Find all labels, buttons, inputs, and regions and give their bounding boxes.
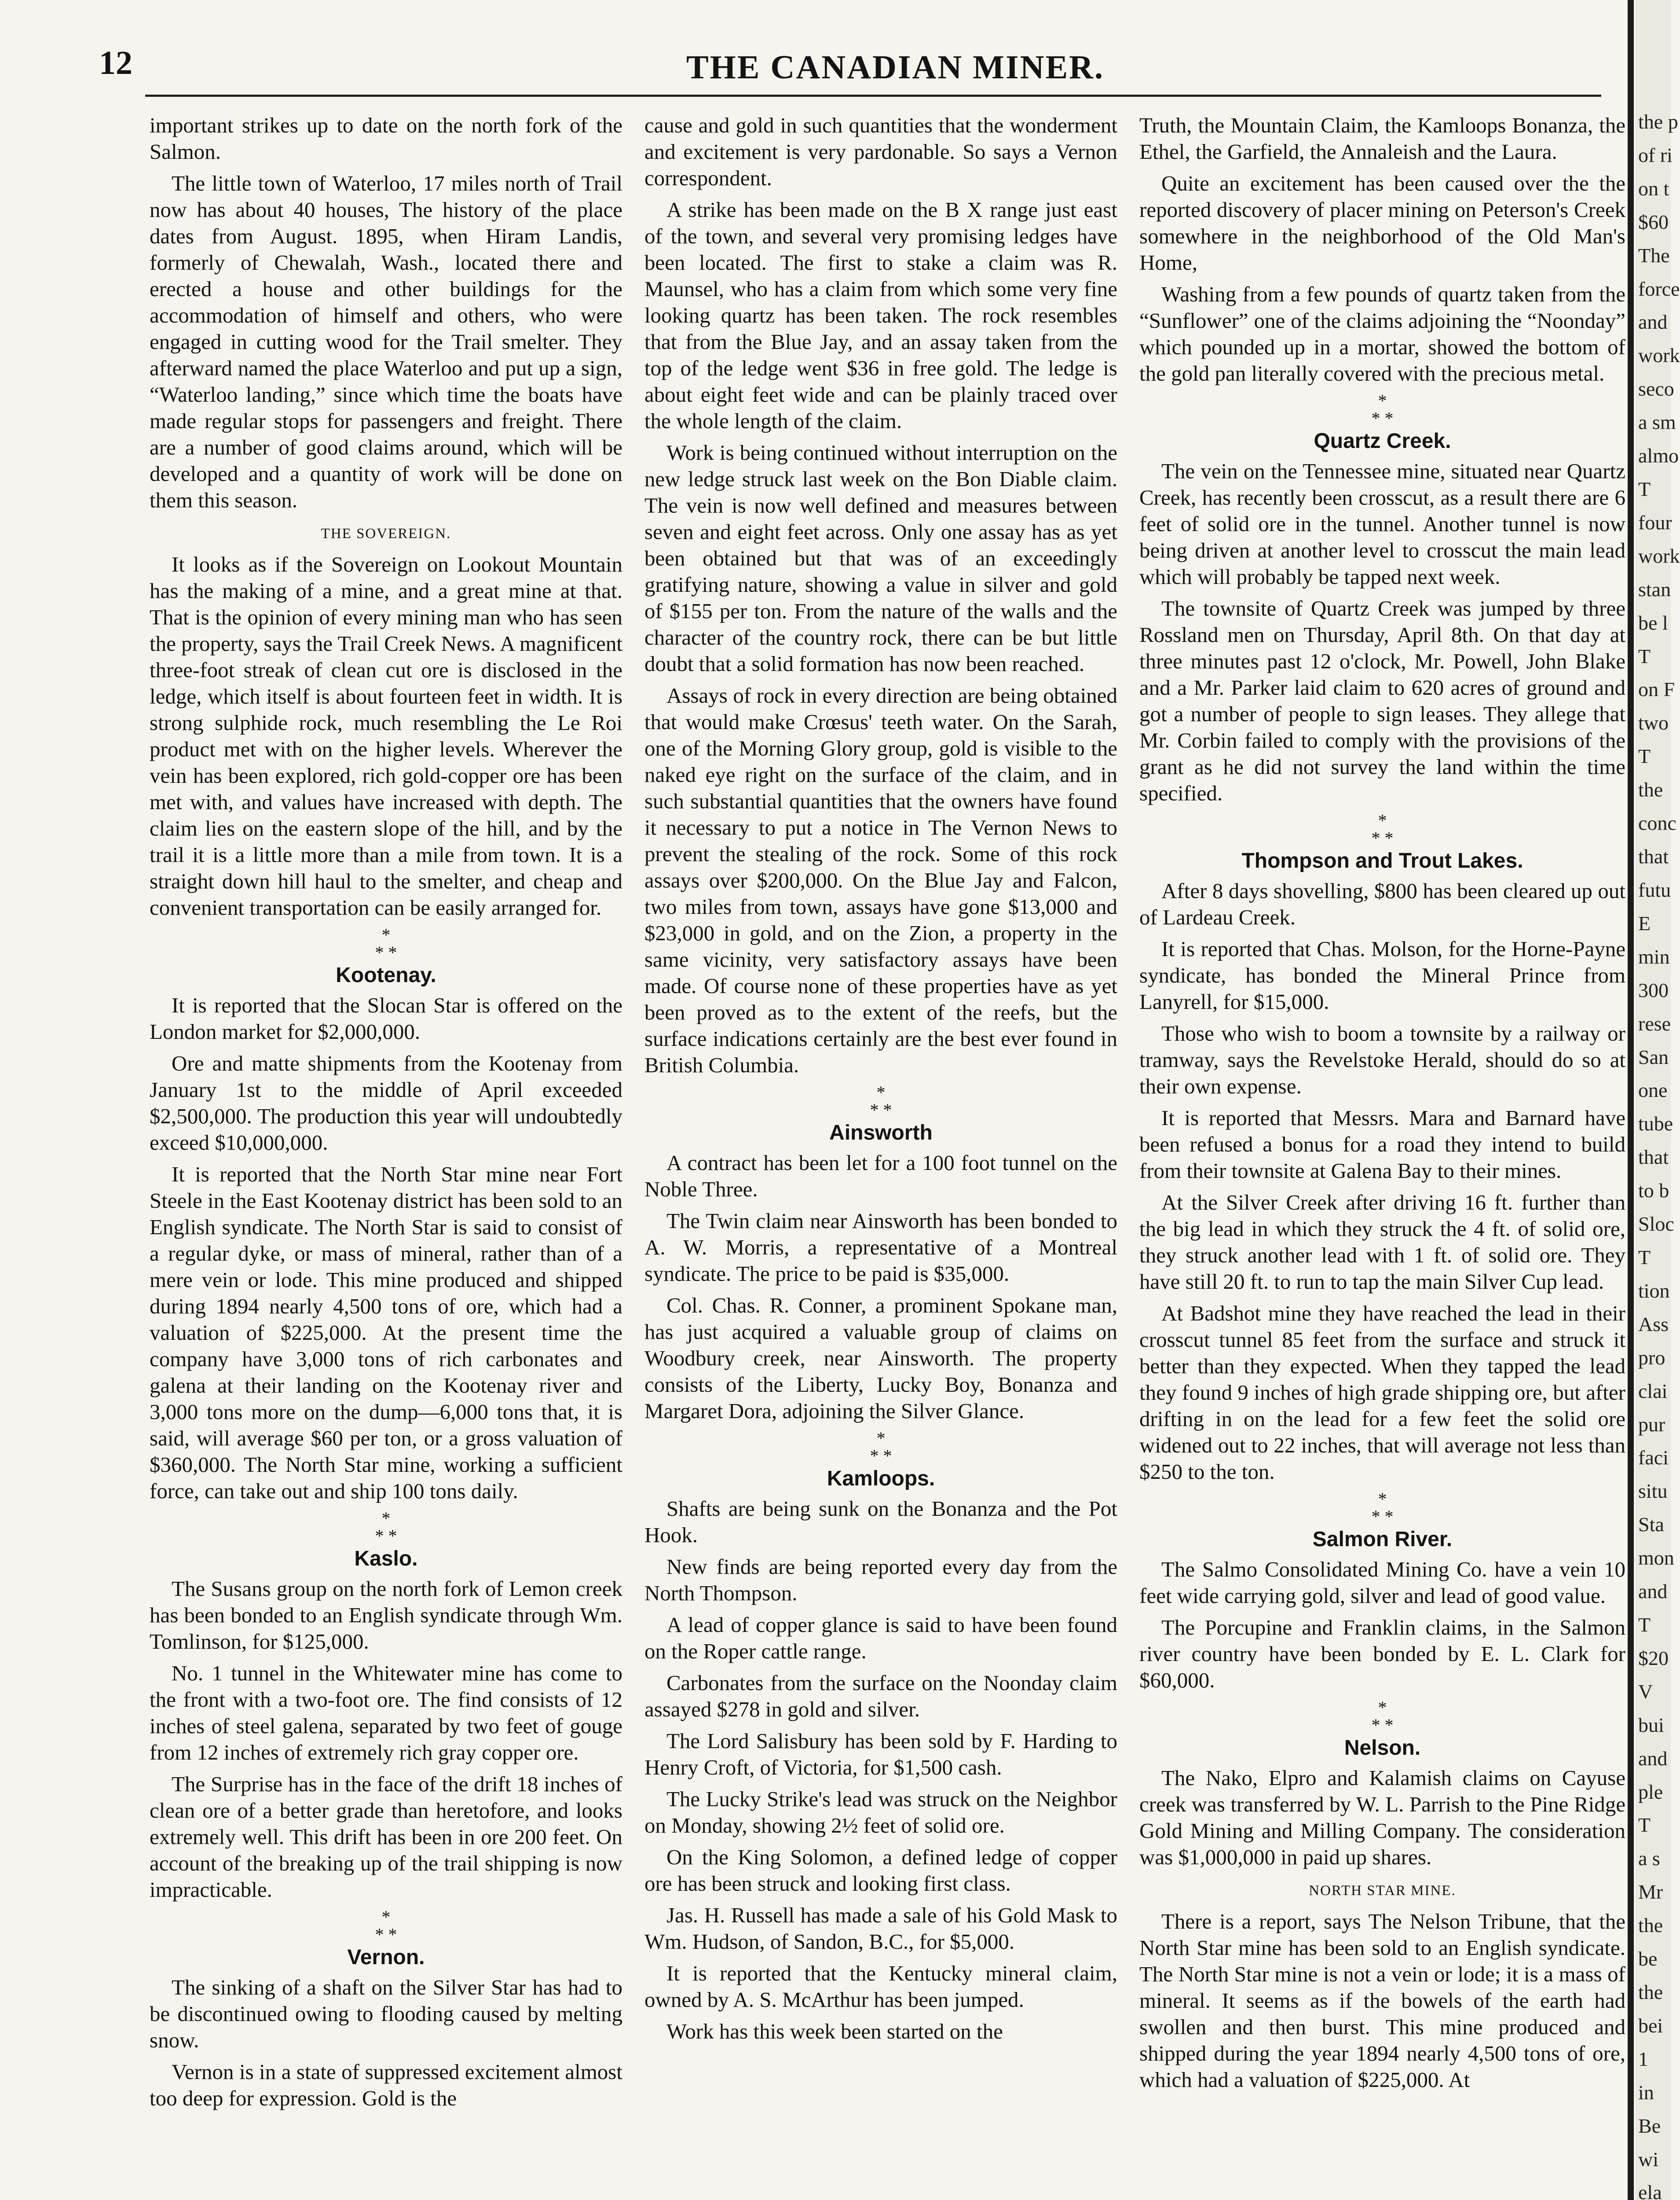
adjacent-page-text-fragment: $60 [1638, 210, 1669, 233]
adjacent-page-text-fragment: $20 [1638, 1646, 1669, 1669]
article-paragraph: It is reported that the Slocan Star is offered on the London market for $2,000,000. [150, 993, 622, 1044]
article-paragraph: The little town of Waterloo, 17 miles north of Trail now has about 40 houses, The history of the place dates from August. 1895, when Hiram Landis, formerly of Chewalah, Wash., located there and erected a house and other buildings for the accommodation of himself and others, who were engaged in cutting wood for the Trail smelter. They afterward named the place Waterloo and put up a sign, “Waterloo landing,” since which time the boats have made regular stops for passengers and freight. There are a number of good claims around, which will be developed and a quantity of work will be done on them this season. [150, 171, 622, 512]
adjacent-page-text-fragment: force [1638, 277, 1680, 300]
adjacent-page-text-fragment: one [1638, 1079, 1668, 1102]
article-paragraph: It is reported that Chas. Molson, for the Horne-Payne syndicate, has bonded the Mineral Prince from Lanyrell, for $15,000. [1139, 937, 1625, 1014]
section-subheading: NORTH STAR MINE. [1309, 1883, 1456, 1899]
article-column-1 [150, 112, 622, 2117]
article-column-2 [644, 112, 1117, 2050]
article-paragraph: The Lord Salisbury has been sold by F. Harding to Henry Croft, of Victoria, for $1,500 cash. [644, 1729, 1117, 1779]
section-heading: Kootenay. [336, 964, 436, 987]
article-paragraph: A lead of copper glance is said to have been found on the Roper cattle range. [644, 1613, 1117, 1663]
adjacent-page-text-fragment: faci [1638, 1446, 1669, 1469]
adjacent-page-text-fragment: and [1638, 1580, 1668, 1603]
adjacent-page-text-fragment: T [1638, 1246, 1651, 1269]
asterism-divider: * * * [375, 1907, 397, 1944]
adjacent-page-text-fragment: be [1638, 1947, 1658, 1970]
article-paragraph: Quite an excitement has been caused over the the reported discovery of placer mining on Peterson's Creek somewhere in the neighborhood of the Old Man's Home, [1139, 171, 1625, 275]
adjacent-page-text-fragment: wi [1638, 2148, 1658, 2171]
article-paragraph: Jas. H. Russell has made a sale of his Gold Mask to Wm. Hudson, of Sandon, B.C., for $5,000. [644, 1903, 1117, 1954]
article-paragraph: The Twin claim near Ainsworth has been bonded to A. W. Morris, a representative of a Montreal syndicate. The price to be paid is $35,000. [644, 1209, 1117, 1286]
adjacent-page-text-fragment: almo [1638, 444, 1679, 467]
article-paragraph: The sinking of a shaft on the Silver Star has had to be discontinued owing to flooding caused by melting snow. [150, 1975, 622, 2052]
adjacent-page-text-fragment: and [1638, 311, 1668, 334]
adjacent-page-text-fragment: T [1638, 645, 1651, 667]
article-paragraph: A contract has been let for a 100 foot tunnel on the Noble Three. [644, 1151, 1117, 1201]
article-paragraph: It is reported that Messrs. Mara and Barnard have been refused a bonus for a road they intend to build from their townsite at Galena Bay to their mines. [1139, 1106, 1625, 1183]
article-paragraph: important strikes up to date on the north fork of the Salmon. [150, 113, 622, 164]
adjacent-page-text-fragment: The [1638, 244, 1670, 267]
article-paragraph: Truth, the Mountain Claim, the Kamloops Bonanza, the Ethel, the Garfield, the Annaleish and the Laura. [1139, 113, 1625, 164]
adjacent-page-text-fragment: E [1638, 912, 1651, 935]
article-paragraph: Washing from a few pounds of quartz taken from the “Sunflower” one of the claims adjoining the “Noonday” which pounded up in a mortar, showed the bottom of the gold pan literally covered with the precious metal. [1139, 282, 1625, 385]
adjacent-page-text-fragment: San [1638, 1045, 1669, 1068]
article-paragraph: It is reported that the Kentucky mineral claim, owned by A. S. McArthur has been jumped. [644, 1961, 1117, 2012]
article-paragraph: It looks as if the Sovereign on Lookout Mountain has the making of a mine, and a great mine at that. That is the opinion of every mining man who has seen the property, says the Trail Creek News. A magnificent three-foot streak of clean cut ore is disclosed in the ledge, which itself is about fourteen feet in width. It is strong sulphide rock, much resembling the Le Roi product met with on the higher levels. Wherever the vein has been explored, rich gold-copper ore has been met with, and values have increased with depth. The claim lies on the eastern slope of the hill, and by the trail it is a little more than a mile from town. It is a straight down hill haul to the smelter, and cheap and convenient transportation can be easily arranged for. [150, 552, 622, 920]
article-paragraph: Col. Chas. R. Conner, a prominent Spokane man, has just acquired a valuable group of claims on Woodbury creek, near Ainsworth. The property consists of the Liberty, Lucky Boy, Bonanza and Margaret Dora, adjoining the Silver Glance. [644, 1293, 1117, 1423]
article-paragraph: The Salmo Consolidated Mining Co. have a vein 10 feet wide carrying gold, silver and lead of good value. [1139, 1557, 1625, 1608]
masthead-title: THE CANADIAN MINER. [686, 49, 1105, 86]
article-paragraph: The Susans group on the north fork of Lemon creek has been bonded to an English syndicate through Wm. Tomlinson, for $125,000. [150, 1577, 622, 1654]
article-paragraph: Ore and matte shipments from the Kootenay from January 1st to the middle of April exceeded $2,500,000. The production this year will undoubtedly exceed $10,000,000. [150, 1051, 622, 1155]
adjacent-page-text-fragment: on t [1638, 177, 1669, 200]
adjacent-page-text-fragment: tube [1638, 1112, 1673, 1135]
asterism-divider: * * * [870, 1428, 892, 1466]
adjacent-page-text-fragment: Sta [1638, 1513, 1664, 1536]
article-paragraph: The Lucky Strike's lead was struck on the Neighbor on Monday, showing 2½ feet of solid ore. [644, 1787, 1117, 1837]
asterism-divider: * * * [1371, 1698, 1394, 1735]
section-heading: Salmon River. [1312, 1528, 1453, 1551]
adjacent-page-text-fragment: that [1638, 1146, 1669, 1169]
article-paragraph: Assays of rock in every direction are being obtained that would make Crœsus' teeth water. On the Sarah, one of the Morning Glory group, gold is visible to the naked eye right on the surface of the claim, and in such substantial quantities that the owners have found it necessary to put a notice in The Vernon News to prevent the stealing of the rock. Some of this rock assays over $200,000. On the Blue Jay and Falcon, two miles from town, assays have gone $13,000 and $23,000 in gold, and on the Zion, a property in the same vicinity, very satisfactory assays have been made. Of course none of these properties have as yet been proved as to the extent of the reefs, but the surface indications certainly are the best ever found in British Columbia. [644, 683, 1117, 1077]
adjacent-page-text-fragment: V [1638, 1680, 1653, 1703]
article-paragraph: After 8 days shovelling, $800 has been cleared up out of Lardeau Creek. [1139, 879, 1625, 929]
section-heading: Quartz Creek. [1314, 429, 1451, 453]
adjacent-page-text-fragment: of ri [1638, 143, 1673, 166]
article-paragraph: The Surprise has in the face of the drift 18 inches of clean ore of a better grade than heretofore, and looks extremely well. This drift has been in ore 200 feet. On account of the breaking up of the trail shipping is now impracticable. [150, 1772, 622, 1902]
adjacent-page-text-fragment: futu [1638, 878, 1671, 901]
adjacent-page-text-fragment: two [1638, 711, 1669, 734]
adjacent-page-text-fragment: four [1638, 511, 1672, 534]
article-paragraph: The vein on the Tennessee mine, situated near Quartz Creek, has recently been crosscut, as a result there are 6 feet of solid ore in the tunnel. Another tunnel is now being driven at another level to crosscut the main lead which will probably be tapped next week. [1139, 459, 1625, 589]
asterism-divider: * * * [1371, 810, 1394, 848]
adjacent-page-text-fragment: pur [1638, 1413, 1665, 1436]
article-paragraph: On the King Solomon, a defined ledge of copper ore has been struck and looking first class. [644, 1845, 1117, 1896]
asterism-divider: * * * [375, 1508, 397, 1546]
adjacent-page-text-fragment: the [1638, 1981, 1663, 2004]
article-paragraph: Those who wish to boom a townsite by a railway or tramway, says the Revelstoke Herald, should do so at their own expense. [1139, 1021, 1625, 1098]
article-paragraph: cause and gold in such quantities that the wonderment and excitement is very pardonable. So says a Vernon correspondent. [644, 113, 1117, 190]
article-paragraph: A strike has been made on the B X range just east of the town, and several very promising ledges have been located. The first to stake a claim was R. Maunsel, who has a claim from which some very fine looking quartz has been taken. The rock resembles that from the Blue Jay, and an assay taken from the top of the ledge went $36 in free gold. The ledge is about eight feet wide and can be plainly traced over the whole length of the claim. [644, 198, 1117, 433]
article-paragraph: Work is being continued without interruption on the new ledge struck last week on the Bon Diable claim. The vein is now well defined and measures between seven and eight feet across. Only one assay has as yet been obtained but that was of an exceedingly gratifying nature, showing a value in silver and gold of $155 per ton. From the nature of the walls and the character of the country rock, there can be but little doubt that a solid formation has now been reached. [644, 440, 1117, 676]
adjacent-page-text-fragment: min [1638, 945, 1670, 968]
adjacent-page-text-fragment: pro [1638, 1346, 1665, 1369]
asterism-divider: * * * [870, 1082, 892, 1120]
adjacent-page-text-fragment: 1 [1638, 2047, 1648, 2070]
adjacent-page-text-fragment: Ass [1638, 1313, 1669, 1335]
adjacent-page-text-fragment: clai [1638, 1379, 1668, 1402]
adjacent-page-text-fragment: on F [1638, 678, 1675, 701]
article-paragraph: It is reported that the North Star mine near Fort Steele in the East Kootenay district has been sold to an English syndicate. The North Star is said to consist of a regular dyke, or mass of mineral, rather than of a mere vein or lode. This mine produced and shipped during 1894 nearly 4,500 tons of ore, which had a valuation of $225,000. At the present time the company have 3,000 tons of rich carbonates and galena at their landing on the Kootenay river and 3,000 tons more on the dump—6,000 tons that, it is said, will average $60 per ton, or a gross valuation of $360,000. The North Star mine, working a sufficient force, can take out and ship 100 tons daily. [150, 1162, 623, 1503]
adjacent-page-text-fragment: tion [1638, 1279, 1670, 1302]
adjacent-page-text-fragment: bui [1638, 1713, 1664, 1736]
article-paragraph: Carbonates from the surface on the Noonday claim assayed $278 in gold and silver. [644, 1671, 1117, 1721]
section-heading: Ainsworth [829, 1121, 933, 1144]
adjacent-page-text-fragment: the [1638, 778, 1663, 801]
section-heading: Vernon. [347, 1946, 425, 1969]
adjacent-page-text-fragment: and [1638, 1747, 1668, 1770]
adjacent-page-text-fragment: ela [1638, 2181, 1662, 2200]
section-heading: Kaslo. [354, 1547, 418, 1570]
adjacent-page-text-fragment: that [1638, 845, 1669, 868]
page-gutter-shadow [1628, 0, 1634, 2200]
article-paragraph: No. 1 tunnel in the Whitewater mine has come to the front with a two-foot ore. The find consists of 12 inches of steel galena, separated by two feet of gouge from 12 inches of extremely rich gray copper ore. [150, 1661, 622, 1764]
adjacent-page-text-fragment: work [1638, 544, 1680, 567]
article-paragraph: The townsite of Quartz Creek was jumped by three Rossland men on Thursday, April 8th. On that day at three minutes past 12 o'clock, Mr. Powell, John Blake and a Mr. Parker laid claim to 620 acres of ground and got a number of people to sign leases. They allege that Mr. Corbin failed to comply with the provisions of the grant as he did not survey the land within the time specified. [1139, 596, 1625, 805]
article-paragraph: There is a report, says The Nelson Tribune, that the North Star mine has been sold to an English syndicate. The North Star mine is not a vein or lode; it is a mass of mineral. It seems as if the bowels of the earth had swollen and then burst. This mine produced and shipped during the year 1894 nearly 4,500 tons of ore, which had a valuation of $225,000. At [1139, 1909, 1625, 2092]
header-rule [145, 95, 1601, 97]
adjacent-page-text-fragment: mon [1638, 1547, 1674, 1569]
adjacent-page-text-fragment: work [1638, 344, 1680, 367]
article-paragraph: Shafts are being sunk on the Bonanza and the Pot Hook. [644, 1496, 1117, 1547]
adjacent-page-text-fragment: the [1638, 1914, 1663, 1937]
adjacent-page-text-fragment: conc [1638, 812, 1676, 835]
article-paragraph: The Porcupine and Franklin claims, in the Salmon river country have been bonded by E. L. Clark for $60,000. [1139, 1615, 1625, 1692]
adjacent-page-text-fragment: a sm [1638, 411, 1676, 434]
article-column-3 [1139, 112, 1625, 2098]
adjacent-page-text-fragment: be l [1638, 611, 1668, 634]
article-paragraph: The Nako, Elpro and Kalamish claims on Cayuse creek was transferred by W. L. Parrish to the Pine Ridge Gold Mining and Milling Company. The consideration was $1,000,000 in paid up shares. [1139, 1766, 1625, 1869]
adjacent-page-text-fragment: the p [1638, 110, 1678, 133]
adjacent-page-text-fragment: bei [1638, 2014, 1663, 2037]
section-heading: Thompson and Trout Lakes. [1241, 849, 1523, 873]
section-subheading: THE SOVEREIGN. [321, 526, 451, 542]
adjacent-page-text-fragment: rese [1638, 1012, 1671, 1035]
adjacent-page-text-fragment: a s [1638, 1847, 1660, 1870]
adjacent-page-text-fragment: Sloc [1638, 1213, 1674, 1236]
adjacent-page-text-fragment: situ [1638, 1480, 1668, 1503]
adjacent-page-text-fragment: to b [1638, 1179, 1669, 1202]
article-paragraph: Work has this week been started on the [666, 2019, 1003, 2043]
asterism-divider: * * * [375, 925, 397, 962]
adjacent-page-text-fragment: T [1638, 1814, 1651, 1837]
adjacent-page-text-fragment: T [1638, 745, 1651, 768]
article-paragraph: At Badshot mine they have reached the lead in their crosscut tunnel 85 feet from the surface and struck it better than they expected. When they tapped the lead they found 9 inches of high grade shipping ore, but after drifting in on the lead for a few feet the solid ore widened out to 22 inches, that will average not less than $250 to the ton. [1139, 1301, 1625, 1484]
adjacent-page-text-fragment: Be [1638, 2114, 1661, 2137]
adjacent-page-text-fragment: ple [1638, 1780, 1663, 1803]
adjacent-page-text-fragment: T [1638, 1613, 1651, 1636]
adjacent-page-text-fragment: T [1638, 478, 1651, 501]
adjacent-page-edge [1636, 0, 1680, 2200]
section-heading: Nelson. [1344, 1736, 1421, 1760]
article-paragraph: Vernon is in a state of suppressed excitement almost too deep for expression. Gold is the [150, 2060, 622, 2110]
article-paragraph: New finds are being reported every day from the North Thompson. [644, 1555, 1117, 1605]
adjacent-page-text-fragment: 300 [1638, 979, 1669, 1001]
article-paragraph: At the Silver Creek after driving 16 ft. further than the big lead in which they struck the 4 ft. of solid ore, they struck another lead with 1 ft. of solid ore. They have still 20 ft. to run to tap the main Silver Cup lead. [1139, 1190, 1625, 1294]
section-heading: Kamloops. [827, 1467, 935, 1490]
adjacent-page-text-fragment: Mr [1638, 1881, 1663, 1903]
asterism-divider: * * * [1371, 1489, 1394, 1526]
adjacent-page-text-fragment: stan [1638, 578, 1671, 601]
page-number: 12 [99, 44, 132, 81]
adjacent-page-text-fragment: seco [1638, 378, 1674, 400]
adjacent-page-text-fragment: in [1638, 2081, 1654, 2104]
asterism-divider: * * * [1371, 391, 1394, 428]
